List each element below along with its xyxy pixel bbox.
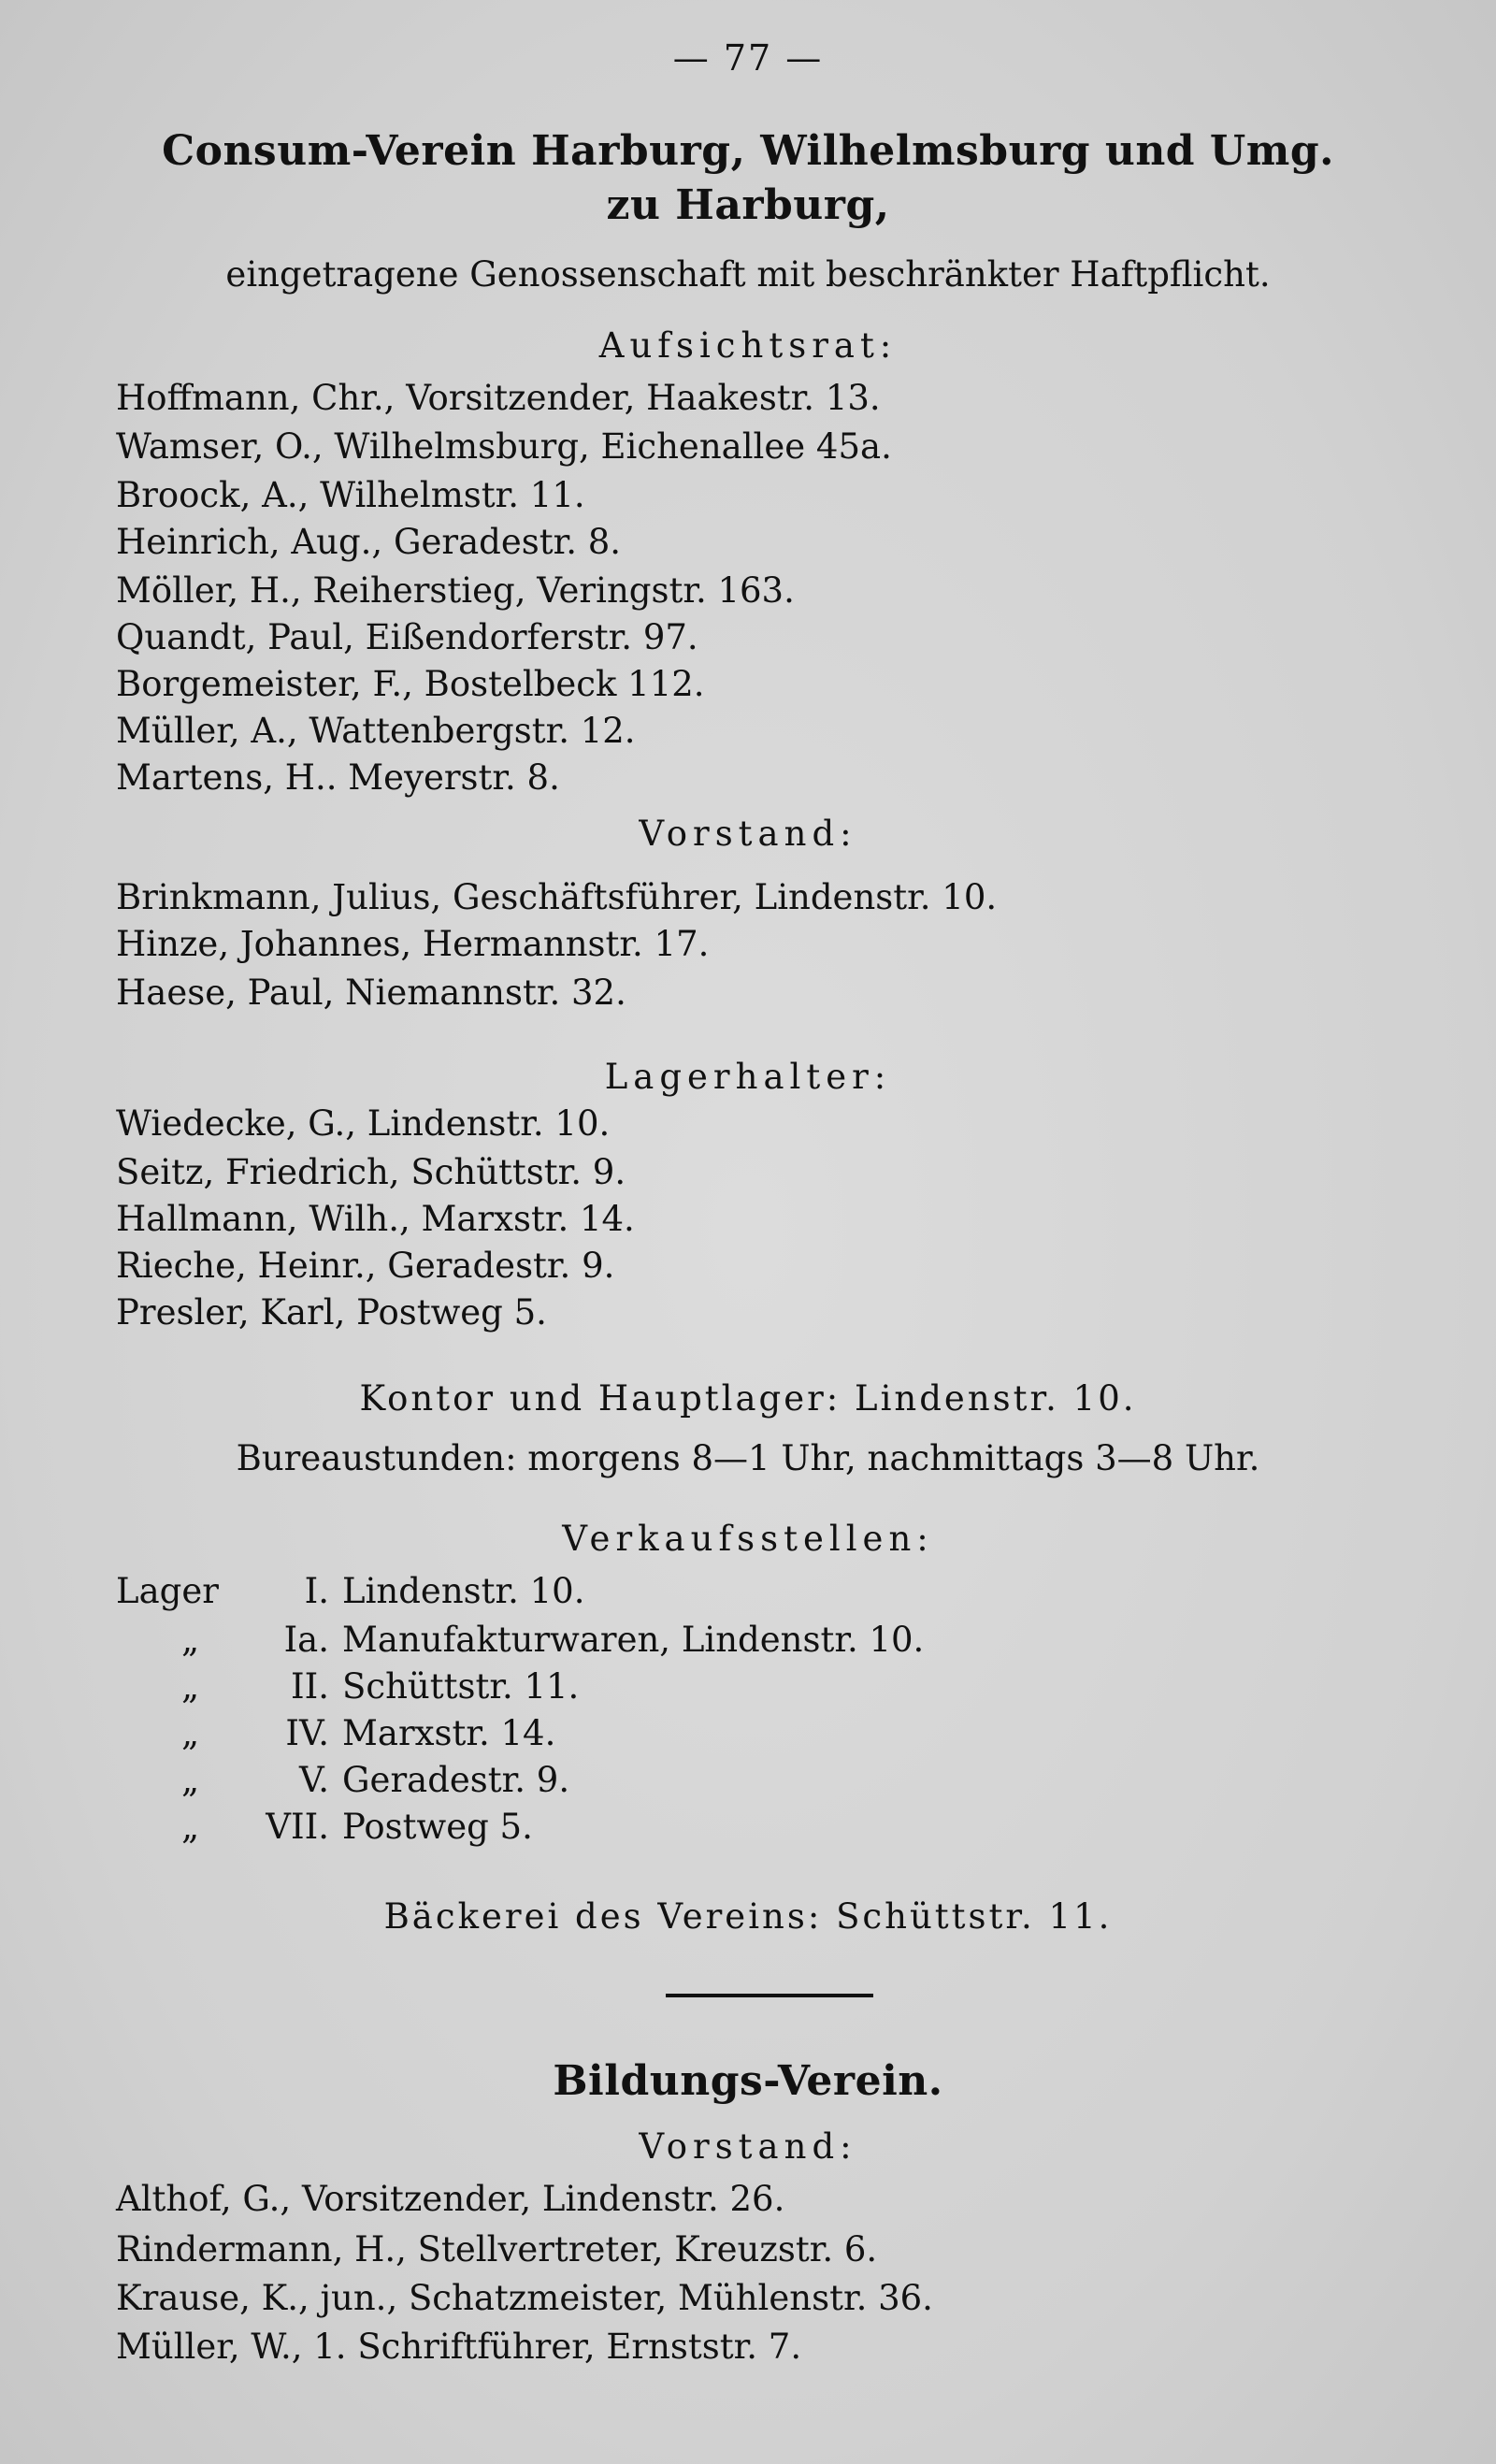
vorstand-member: Brinkmann, Julius, Geschäftsführer, Lindenstr. 10. xyxy=(116,877,998,917)
store-label: Lager xyxy=(116,1571,219,1611)
lagerhalter-heading: Lagerhalter: xyxy=(604,1057,892,1097)
aufsichtsrat-member: Broock, A., Wilhelmstr. 11. xyxy=(116,475,585,515)
bildung-vorstand-member: Althof, G., Vorsitzender, Lindenstr. 26. xyxy=(116,2179,785,2219)
store-number: I. xyxy=(304,1571,329,1611)
store-number: IV. xyxy=(285,1713,329,1753)
consum-title-line2: zu Harburg, xyxy=(606,181,890,229)
store-label: „ xyxy=(181,1807,200,1847)
store-label: „ xyxy=(181,1666,200,1707)
lagerhalter-member: Presler, Karl, Postweg 5. xyxy=(116,1292,547,1333)
kontor-line: Kontor und Hauptlager: Lindenstr. 10. xyxy=(359,1378,1137,1419)
bildung-vorstand-heading: Vorstand: xyxy=(639,2126,857,2167)
store-number: Ia. xyxy=(283,1620,329,1660)
page-number: — 77 — xyxy=(672,37,824,79)
bildung-vorstand-member: Müller, W., 1. Schriftführer, Ernststr. 7. xyxy=(116,2327,802,2367)
store-label: „ xyxy=(181,1713,200,1753)
aufsichtsrat-member: Hoffmann, Chr., Vorsitzender, Haakestr. 13. xyxy=(116,378,881,418)
aufsichtsrat-member: Quandt, Paul, Eißendorferstr. 97. xyxy=(116,617,698,657)
section-divider xyxy=(666,1994,873,1997)
aufsichtsrat-member: Müller, A., Wattenbergstr. 12. xyxy=(116,711,636,751)
lagerhalter-member: Hallmann, Wilh., Marxstr. 14. xyxy=(116,1199,635,1239)
baeckerei-line: Bäckerei des Vereins: Schüttstr. 11. xyxy=(383,1896,1113,1937)
lagerhalter-member: Seitz, Friedrich, Schüttstr. 9. xyxy=(116,1152,626,1192)
aufsichtsrat-member: Möller, H., Reiherstieg, Veringstr. 163. xyxy=(116,570,795,611)
store-label: „ xyxy=(181,1620,200,1660)
store-address: Manufakturwaren, Lindenstr. 10. xyxy=(342,1620,925,1660)
vorstand-member: Hinze, Johannes, Hermannstr. 17. xyxy=(116,924,710,964)
lagerhalter-member: Rieche, Heinr., Geradestr. 9. xyxy=(116,1246,615,1286)
store-address: Lindenstr. 10. xyxy=(342,1571,585,1611)
aufsichtsrat-member: Borgemeister, F., Bostelbeck 112. xyxy=(116,664,705,704)
store-address: Schüttstr. 11. xyxy=(342,1666,580,1707)
bildung-vorstand-member: Rindermann, H., Stellvertreter, Kreuzstr. 6. xyxy=(116,2229,878,2269)
consum-title-line1: Consum-Verein Harburg, Wilhelmsburg und Umg. xyxy=(162,127,1334,175)
verkaufsstellen-heading: Verkaufsstellen: xyxy=(562,1519,934,1559)
store-number: II. xyxy=(291,1666,329,1707)
aufsichtsrat-member: Wamser, O., Wilhelmsburg, Eichenallee 45a. xyxy=(116,426,892,467)
bureaustunden-line: Bureaustunden: morgens 8—1 Uhr, nachmittags 3—8 Uhr. xyxy=(236,1438,1260,1478)
store-address: Marxstr. 14. xyxy=(342,1713,556,1753)
store-address: Postweg 5. xyxy=(342,1807,533,1847)
store-label: „ xyxy=(181,1760,200,1800)
store-address: Geradestr. 9. xyxy=(342,1760,570,1800)
bildung-title: Bildungs-Verein. xyxy=(553,2057,943,2105)
store-number: V. xyxy=(298,1760,329,1800)
bildung-vorstand-member: Krause, K., jun., Schatzmeister, Mühlenstr. 36. xyxy=(116,2278,933,2318)
aufsichtsrat-member: Heinrich, Aug., Geradestr. 8. xyxy=(116,522,622,562)
vorstand-heading: Vorstand: xyxy=(639,814,857,854)
lagerhalter-member: Wiedecke, G., Lindenstr. 10. xyxy=(116,1103,611,1144)
aufsichtsrat-member: Martens, H.. Meyerstr. 8. xyxy=(116,757,560,798)
aufsichtsrat-heading: Aufsichtsrat: xyxy=(598,325,898,366)
vorstand-member: Haese, Paul, Niemannstr. 32. xyxy=(116,973,626,1013)
store-number: VII. xyxy=(266,1807,329,1847)
consum-subtitle: eingetragene Genossenschaft mit beschränkter Haftpflicht. xyxy=(225,254,1271,295)
